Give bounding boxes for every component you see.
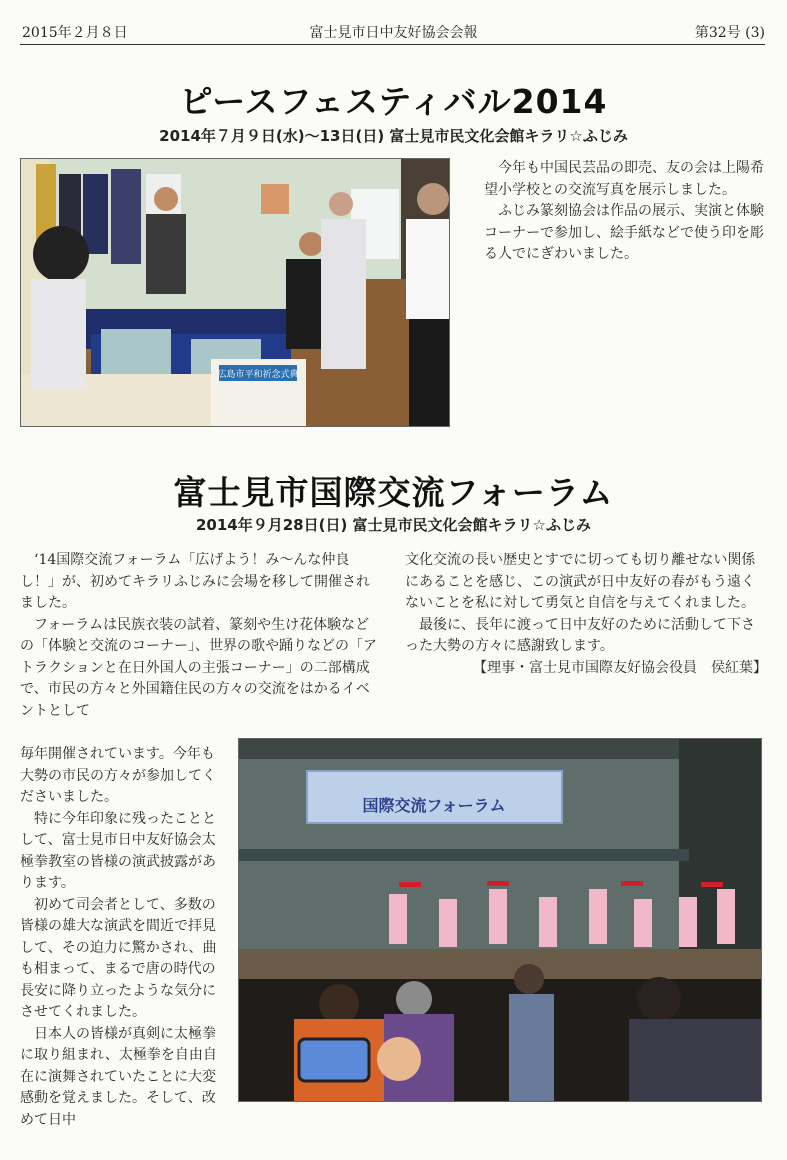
taichi-performance-photo: [238, 738, 762, 1102]
issue-date: 2015年２月８日: [22, 25, 128, 41]
article2-narrow-column: [20, 744, 225, 1131]
article2-subtitle: 2014年９月28日(日) 富士見市民文化会館キラリ☆ふじみ: [195, 516, 591, 534]
article1-body: [484, 158, 765, 266]
article2-paragraph: 毎年開催されています。今年も大勢の市民の方々が参加してくださいました。: [20, 746, 216, 805]
issue-number: 第32号 (3): [694, 25, 765, 41]
article2-paragraph: フォーラムは民族衣装の試着、篆刻や生け花体験などの「体験と交流のコーナー」、世界の歌や踊りなどの「アトラクションと在日外国人の主張コーナー」の二部構成で、市民の方々と外国籍住民の方々の交流をはかるイベントとして: [20, 616, 377, 719]
article2-paragraph: 日本人の皆様が真剣に太極拳に取り組まれ、太極拳を自由自在に演舞されていたことに大変感動を覚えました。そして、改めて日中: [20, 1025, 217, 1128]
photo-sign-text: 広島市平和祈念式典: [217, 370, 299, 380]
article1-paragraph: ふじみ篆刻協会は作品の展示、実演と体験コーナーで参加し、絵手紙などで使う印を彫る人でにぎわいました。: [484, 203, 764, 262]
article1-title: ピースフェスティバル2014: [179, 82, 608, 121]
article2-signature: 【理事・富士見市国際友好協会役員 侯紅葉】: [473, 659, 767, 676]
article2-paragraph: 文化交流の長い歴史とすでに切っても切り離せない関係にあることを感じ、この演武が日中友好の春がもう遠くないことを私に対して勇気と自信を与えてくれました。: [405, 552, 756, 611]
article2-paragraph: 特に今年印象に残ったこととして、富士見市日中友好協会太極拳教室の皆様の演武披露があります。: [20, 810, 216, 891]
publication-name: 富士見市日中友好協会会報: [309, 25, 478, 41]
banner-text: 国際交流フォーラム: [362, 796, 506, 815]
article2-title: 富士見市国際交流フォーラム: [173, 473, 614, 512]
article2-right-column: [405, 550, 767, 679]
article2-paragraph: 最後に、長年に渡って日中友好のために活動して下さった大勢の方々に感謝致します。: [405, 616, 755, 654]
article2-paragraph: 初めて司会者として、多数の皆様の雄大な演武を間近で拝見して、その迫力に驚かされ、曲も相まって、まるで唐の時代の長安に降り立ったような気分にさせてくれました。: [20, 896, 217, 1020]
article2-paragraph: ‘14国際交流フォーラム「広げよう！み～んな仲良し！」が、初めてキラリふじみに会場を移して開催されました。: [20, 552, 370, 611]
header-rule: [20, 44, 765, 45]
article1-subtitle: 2014年７月９日(水)～13日(日) 富士見市民文化会館キラリ☆ふじみ: [159, 127, 628, 145]
festival-photo: [20, 158, 450, 427]
article1-paragraph: 今年も中国民芸品の即売、友の会は上陽希望小学校との交流写真を展示しました。: [484, 160, 764, 198]
article2-left-column: [20, 550, 382, 722]
